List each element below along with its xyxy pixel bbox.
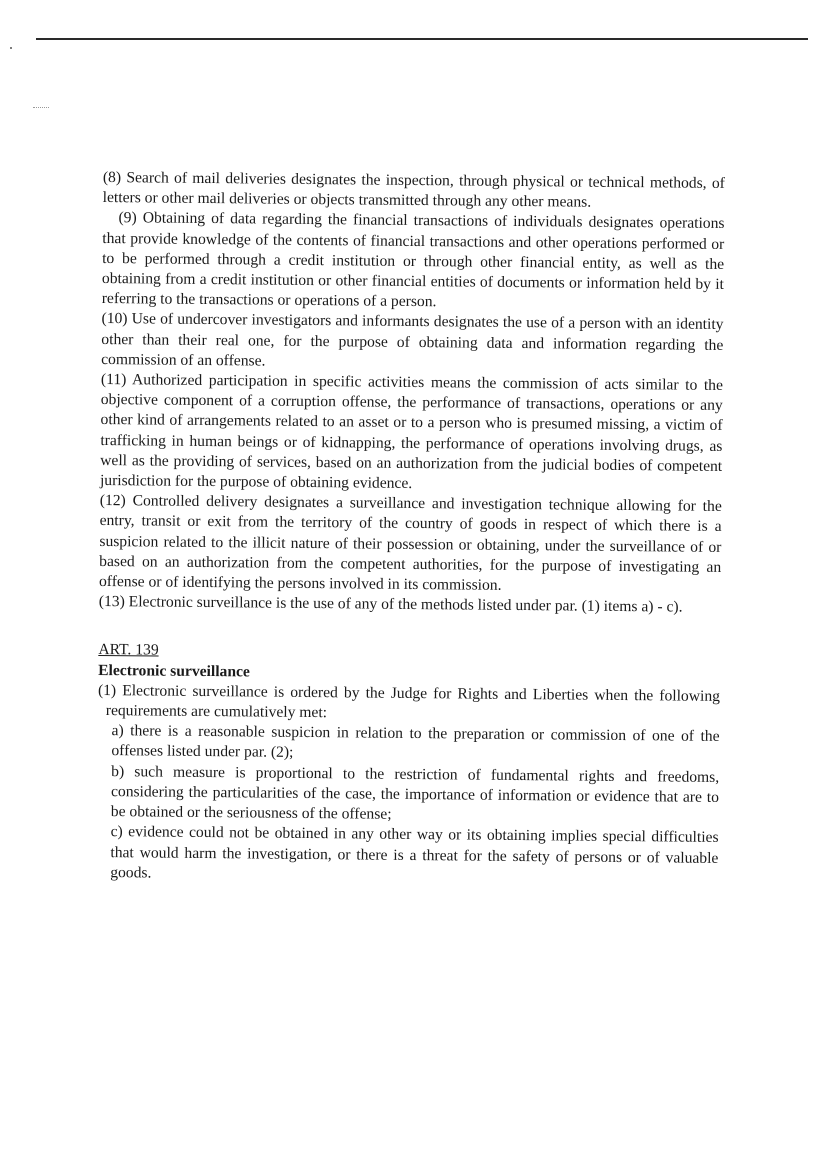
definition-10: (10) Use of undercover investigators and informants designates the use of a person with an identity other than their real one, for the purpose of obtaining data and information regarding the commission of an offense. — [101, 310, 724, 370]
article-139 — [96, 640, 720, 888]
definition-12: (12) Controlled delivery designates a surveillance and investigation technique allowing for the entry, transit or exit from the territory of the country of goods in respect of which there is a suspicion related to the illicit nature of their possession or obtaining, under the surveillance of or based on an authorization from the competent authorities, for the purpose of investigating an offense or of identifying the persons involved in its commission. — [98, 492, 722, 594]
requirements-list — [96, 721, 720, 889]
document-body — [96, 168, 725, 889]
top-rule — [36, 38, 808, 40]
article-intro: (1) Electronic surveillance is ordered by the Judge for Rights and Liberties when the following requirements are cumulatively met: — [97, 681, 721, 722]
requirement-c: c) evidence could not be obtained in any other way or its obtaining implies special difficulties that would harm the investigation, or there is a threat for the safety of persons or of valuable goods. — [110, 823, 719, 882]
definition-8: (8) Search of mail deliveries designates the inspection, through physical or technical methods, of letters or other mail deliveries or objects transmitted through any other means. — [102, 168, 725, 211]
definition-11: (11) Authorized participation in specific activities means the commission of acts similar to the objective component of a corruption offense, the performance of transactions, operations or any other kind of arrangements related to an asset or to a person who is presumed missing, a victim of trafficking in human beings or of kidnapping, the performance of operations involving drugs, as well as the providing of services, based on an authorization from the judicial bodies of competent jurisdiction for the purpose of obtaining evidence. — [99, 371, 724, 493]
definition-9: (9) Obtaining of data regarding the financial transactions of individuals designates operations that provide knowledge of the contents of financial transactions and other operations performed or to be performed through a credit institution or through other financial entity, as well as the obtaining from a credit institution or other financial entities of documents or information held by it referring to the transactions or operations of a person. — [101, 209, 725, 311]
scan-mark — [33, 107, 49, 108]
requirement-a: a) there is a reasonable suspicion in relation to the preparation or commission of one of the offenses listed under par. (2); — [111, 722, 720, 762]
requirement-b: b) such measure is proportional to the restriction of fundamental rights and freedoms, considering the particularities of the case, the importance of information or evidence that are to be obtained or the seriousness of the offense; — [110, 762, 720, 823]
scan-dot — [10, 47, 12, 49]
article-title: Electronic surveillance — [98, 661, 250, 681]
article-heading: ART. 139 — [98, 641, 159, 660]
definition-13: (13) Electronic surveillance is the use of any of the methods listed under par. (1) items a) - c). — [98, 593, 683, 616]
